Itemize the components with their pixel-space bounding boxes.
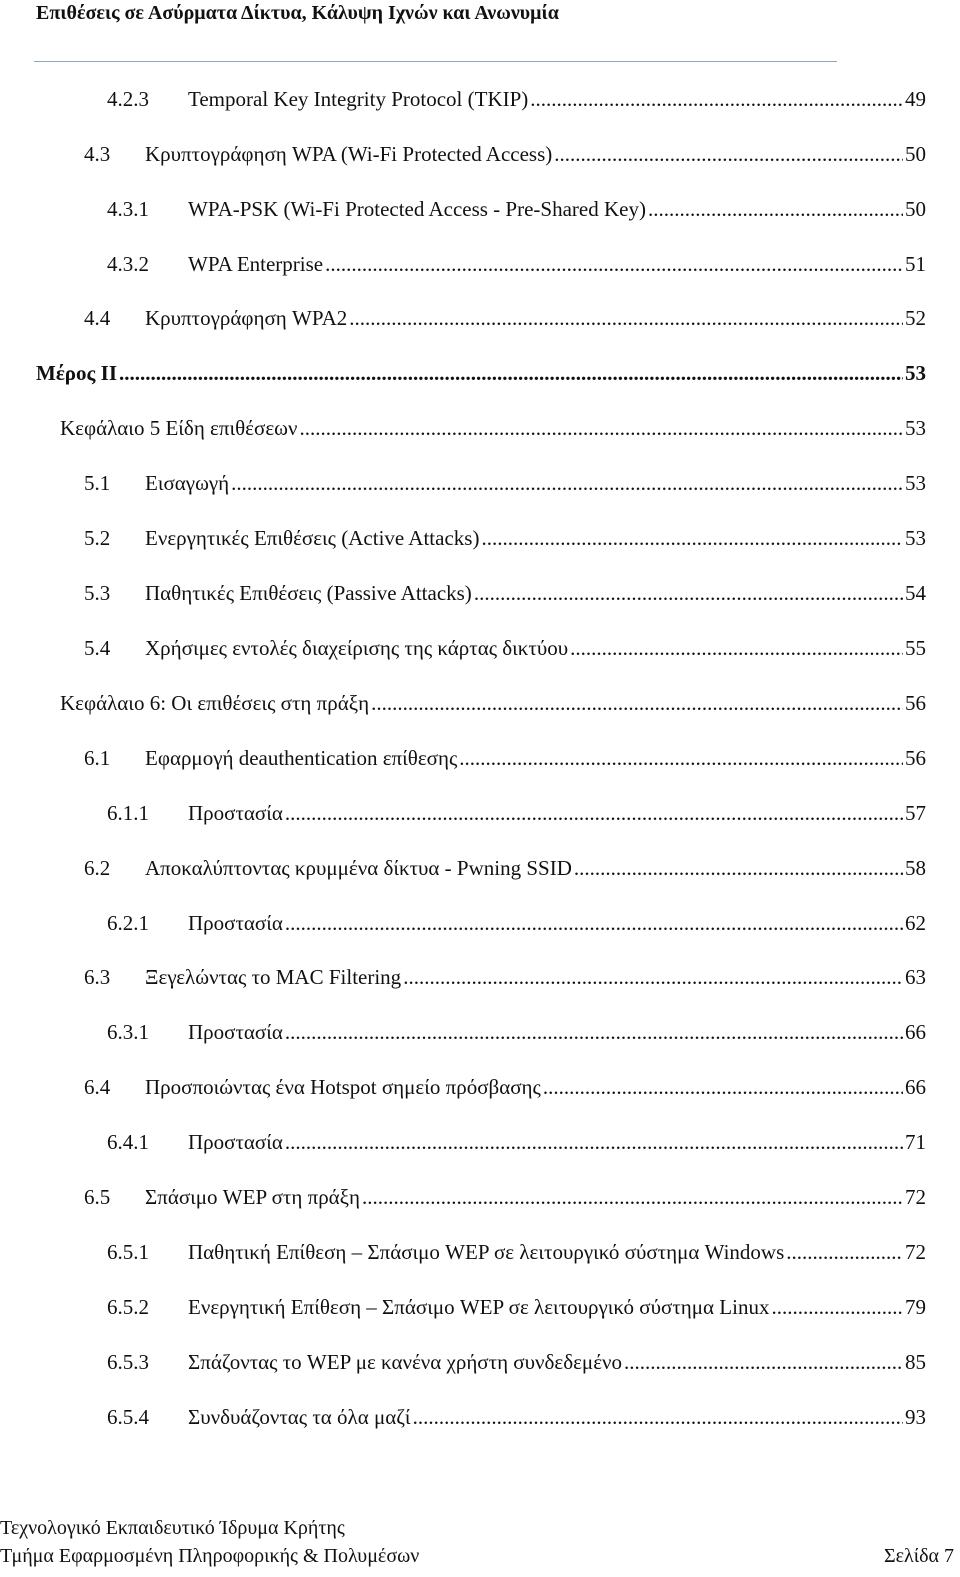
toc-entry[interactable]: [84, 1182, 926, 1212]
toc-dot-leader: [771, 1292, 903, 1322]
running-header: Επιθέσεις σε Ασύρματα Δίκτυα, Κάλυψη Ιχνών και Ανωνυμία: [36, 2, 559, 24]
toc-dot-leader: [119, 358, 903, 388]
toc-entry-title: Κεφάλαιο 5 Είδη επιθέσεων: [60, 416, 298, 440]
toc-entry[interactable]: [60, 413, 926, 443]
toc-entry[interactable]: [107, 908, 926, 938]
toc-entry-page: 72: [905, 1240, 926, 1264]
toc-entry-page: 49: [905, 87, 926, 111]
toc-entry-number: 4.2.3: [107, 87, 149, 111]
toc-entry-page: 52: [905, 306, 926, 330]
toc-dot-leader: [349, 303, 903, 333]
toc-dot-leader: [413, 1402, 903, 1432]
toc-dot-leader: [543, 1072, 903, 1102]
toc-entry-page: 53: [905, 416, 926, 440]
footer-department: Τμήμα Εφαρμοσμένη Πληροφορικής & Πολυμέσων: [0, 1545, 420, 1567]
toc-entry-title: Ξεγελώντας το MAC Filtering: [145, 965, 402, 989]
toc-entry-page: 53: [905, 471, 926, 495]
toc-entry[interactable]: [107, 1402, 926, 1432]
toc-entry[interactable]: [84, 578, 926, 608]
toc-entry-title: Προστασία: [188, 1020, 283, 1044]
toc-entry-title: Εισαγωγή: [145, 471, 230, 495]
toc-dot-leader: [325, 249, 903, 279]
toc-dot-leader: [624, 1347, 903, 1377]
toc-entry[interactable]: [36, 358, 926, 388]
toc-entry-title: Κρυπτογράφηση WPA (Wi-Fi Protected Access): [145, 142, 553, 166]
toc-dot-leader: [786, 1237, 903, 1267]
toc-entry-page: 62: [905, 911, 926, 935]
toc-entry-title: Προστασία: [188, 1130, 283, 1154]
toc-dot-leader: [371, 688, 903, 718]
toc-dot-leader: [570, 633, 903, 663]
toc-entry-page: 53: [905, 361, 926, 385]
toc-dot-leader: [285, 1127, 903, 1157]
toc-entry[interactable]: [107, 1347, 926, 1377]
toc-entry-page: 71: [905, 1130, 926, 1154]
toc-entry-title: Παθητική Επίθεση – Σπάσιμο WEP σε λειτουργικό σύστημα Windows: [188, 1240, 785, 1264]
toc-entry-number: 4.3: [84, 142, 111, 166]
toc-entry-title: Χρήσιμες εντολές διαχείρισης της κάρτας δικτύου: [145, 636, 569, 660]
toc-entry-title: Συνδυάζοντας τα όλα μαζί: [188, 1405, 411, 1429]
toc-entry-page: 57: [905, 801, 926, 825]
toc-entry-number: 6.5.2: [107, 1295, 149, 1319]
toc-entry-page: 93: [905, 1405, 926, 1429]
toc-entry-title: Ενεργητική Επίθεση – Σπάσιμο WEP σε λειτουργικό σύστημα Linux: [188, 1295, 770, 1319]
toc-dot-leader: [474, 578, 903, 608]
header-divider: [34, 61, 837, 62]
toc-entry-page: 79: [905, 1295, 926, 1319]
toc-dot-leader: [459, 743, 903, 773]
toc-entry-page: 53: [905, 526, 926, 550]
toc-entry-title: Προσποιώντας ένα Hotspot σημείο πρόσβασης: [145, 1075, 541, 1099]
toc-entry[interactable]: [107, 194, 926, 224]
toc-entry-page: 55: [905, 636, 926, 660]
toc-dot-leader: [299, 413, 903, 443]
toc-entry-page: 85: [905, 1350, 926, 1374]
toc-entry-page: 56: [905, 746, 926, 770]
toc-entry-number: 6.3.1: [107, 1020, 149, 1044]
toc-entry[interactable]: [84, 303, 926, 333]
toc-entry-page: 50: [905, 142, 926, 166]
toc-entry-number: 6.5.4: [107, 1405, 149, 1429]
toc-entry[interactable]: [84, 962, 926, 992]
toc-entry[interactable]: [84, 523, 926, 553]
toc-entry[interactable]: [84, 743, 926, 773]
toc-dot-leader: [574, 853, 903, 883]
toc-dot-leader: [648, 194, 903, 224]
toc-entry-title: Προστασία: [188, 911, 283, 935]
toc-entry-title: Κεφάλαιο 6: Οι επιθέσεις στη πράξη: [60, 691, 370, 715]
toc-entry-number: 5.2: [84, 526, 111, 550]
toc-dot-leader: [362, 1182, 903, 1212]
toc-entry[interactable]: [84, 1072, 926, 1102]
toc-entry-title: Προστασία: [188, 801, 283, 825]
toc-entry[interactable]: [84, 139, 926, 169]
toc-entry[interactable]: [107, 249, 926, 279]
toc-entry-number: 6.4: [84, 1075, 111, 1099]
toc-entry-page: 54: [905, 581, 926, 605]
toc-entry[interactable]: [107, 84, 926, 114]
toc-entry-title: WPA-PSK (Wi-Fi Protected Access - Pre-Shared Key): [188, 197, 646, 221]
toc-entry-title: Σπάζοντας το WEP με κανένα χρήστη συνδεδεμένο: [188, 1350, 623, 1374]
toc-entry-page: 56: [905, 691, 926, 715]
toc-dot-leader: [481, 523, 903, 553]
toc-entry-number: 5.1: [84, 471, 111, 495]
toc-entry-number: 4.4: [84, 306, 111, 330]
toc-dot-leader: [403, 962, 903, 992]
toc-dot-leader: [530, 84, 903, 114]
footer-institution: Τεχνολογικό Εκπαιδευτικό Ίδρυμα Κρήτης: [0, 1517, 345, 1539]
toc-entry-number: 5.3: [84, 581, 111, 605]
toc-entry-title: Κρυπτογράφηση WPA2: [145, 306, 348, 330]
toc-entry-title: Temporal Key Integrity Protocol (TKIP): [188, 87, 529, 111]
toc-entry[interactable]: [107, 1127, 926, 1157]
toc-dot-leader: [554, 139, 903, 169]
toc-entry-number: 6.5.3: [107, 1350, 149, 1374]
toc-entry-number: 5.4: [84, 636, 111, 660]
toc-entry-number: 6.5.1: [107, 1240, 149, 1264]
toc-dot-leader: [231, 468, 903, 498]
toc-entry-page: 50: [905, 197, 926, 221]
toc-entry[interactable]: [107, 1292, 926, 1322]
toc-entry[interactable]: [107, 1017, 926, 1047]
toc-dot-leader: [285, 798, 903, 828]
toc-entry[interactable]: [84, 853, 926, 883]
toc-entry-title: Μέρος ΙΙ: [36, 361, 117, 385]
toc-entry-title: Εφαρμογή deauthentication επίθεσης: [145, 746, 458, 770]
toc-entry-title: Αποκαλύπτοντας κρυμμένα δίκτυα - Pwning SSID: [145, 856, 572, 880]
toc-entry-number: 6.2.1: [107, 911, 149, 935]
toc-entry[interactable]: [84, 468, 926, 498]
toc-entry-title: Ενεργητικές Επιθέσεις (Active Attacks): [145, 526, 480, 550]
toc-entry-number: 6.2: [84, 856, 111, 880]
toc-entry-page: 66: [905, 1075, 926, 1099]
toc-entry-page: 58: [905, 856, 926, 880]
toc-entry-page: 72: [905, 1185, 926, 1209]
toc-entry-page: 51: [905, 252, 926, 276]
footer-page-number: Σελίδα 7: [883, 1545, 954, 1567]
toc-entry-title: Σπάσιμο WEP στη πράξη: [145, 1185, 361, 1209]
toc-entry-number: 6.3: [84, 965, 111, 989]
toc-dot-leader: [285, 908, 903, 938]
toc-entry[interactable]: [60, 688, 926, 718]
toc-entry-number: 4.3.1: [107, 197, 149, 221]
toc-entry-title: Παθητικές Επιθέσεις (Passive Attacks): [145, 581, 472, 605]
toc-entry-number: 6.1: [84, 746, 111, 770]
toc-entry-number: 4.3.2: [107, 252, 149, 276]
toc-dot-leader: [285, 1017, 903, 1047]
toc-entry-number: 6.5: [84, 1185, 111, 1209]
toc-entry-number: 6.1.1: [107, 801, 149, 825]
toc-entry-page: 66: [905, 1020, 926, 1044]
toc-entry[interactable]: [107, 798, 926, 828]
toc-entry-title: WPA Enterprise: [188, 252, 324, 276]
toc-entry-number: 6.4.1: [107, 1130, 149, 1154]
toc-entry-page: 63: [905, 965, 926, 989]
toc-entry[interactable]: [107, 1237, 926, 1267]
toc-entry[interactable]: [84, 633, 926, 663]
